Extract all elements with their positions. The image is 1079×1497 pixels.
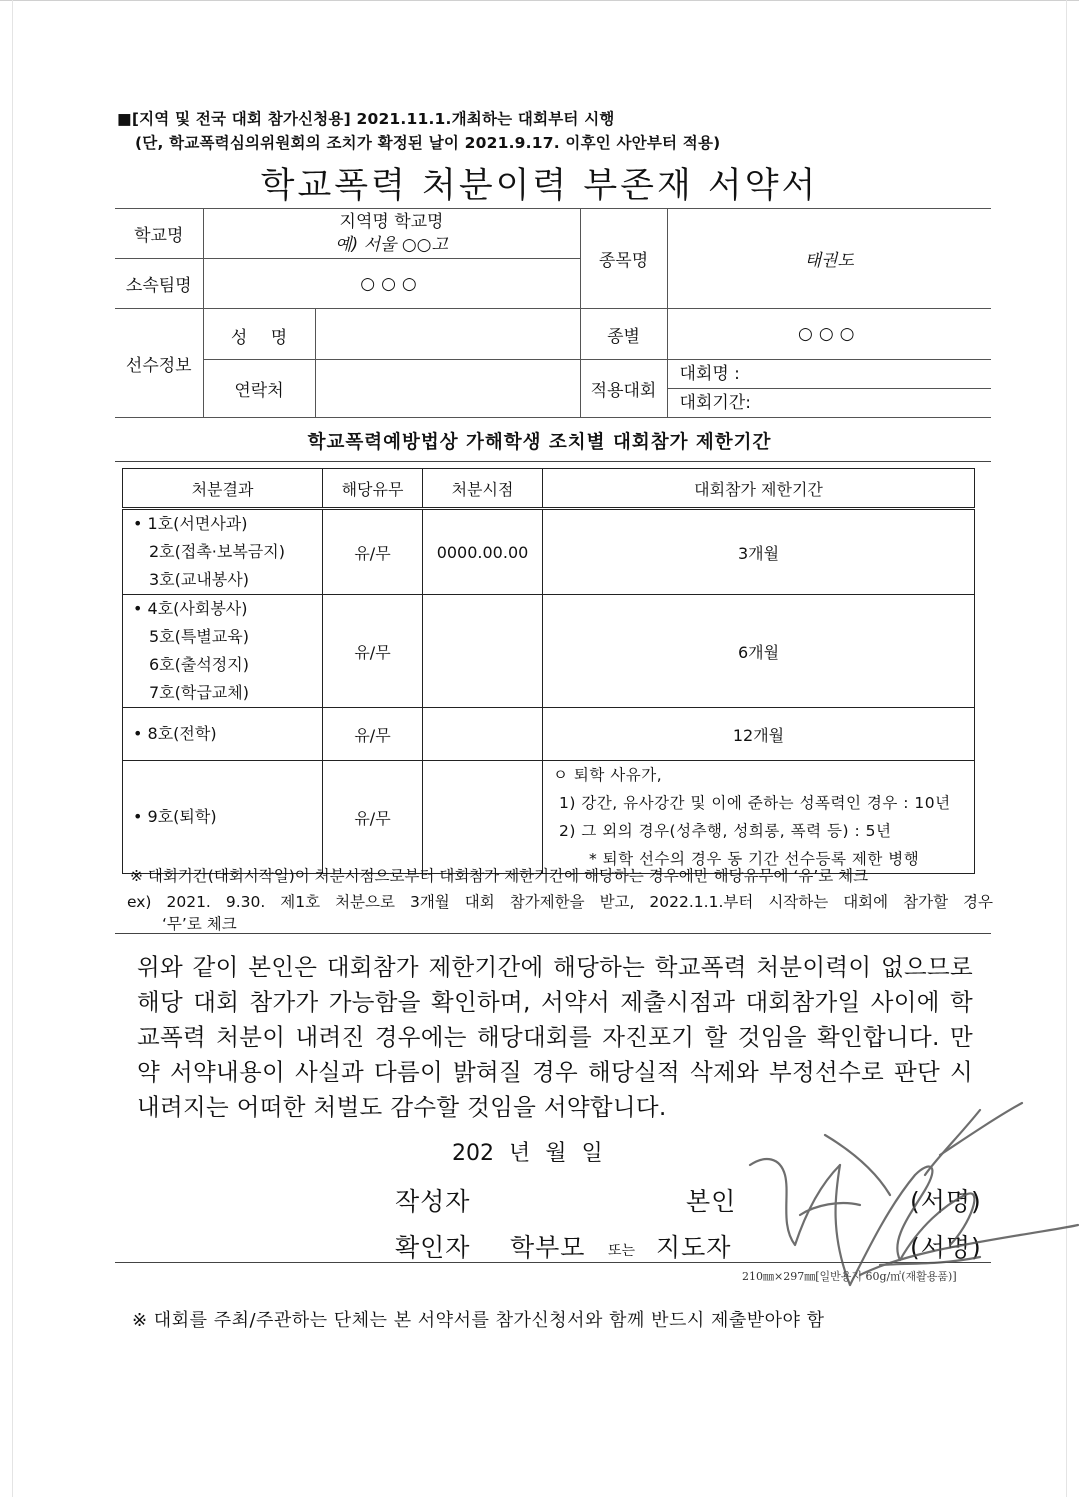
expulsion-reason-2: 2) 그 외의 경우(성추행, 성희롱, 폭력 등) : 5년	[559, 822, 892, 840]
self-label: 본인	[686, 1187, 737, 1216]
disposition-item: 3호(교내봉사)	[149, 570, 249, 589]
disposition-item: 5호(특별교육)	[149, 627, 249, 646]
notes-divider	[115, 933, 991, 934]
applicable-field[interactable]: 유/무	[323, 761, 423, 874]
expulsion-note: * 퇴학 선수의 경우 동 기간 선수등록 제한 병행	[589, 850, 920, 868]
gender-label: 종별	[580, 309, 667, 360]
check-instruction-note: ※ 대회기간(대회시작일)이 처분시점으로부터 대회참가 제한기간에 해당하는 경우에만 해당유무에 ‘유’로 체크	[130, 867, 869, 885]
competition-period-field[interactable]: 대회기간:	[679, 393, 751, 413]
header-restriction-period: 대회참가 제한기간	[543, 469, 975, 509]
player-name-label: 성 명	[203, 309, 315, 360]
table-row	[123, 509, 975, 595]
expulsion-period-cell	[543, 761, 975, 874]
applicable-field[interactable]: 유/무	[323, 708, 423, 761]
gender-value[interactable]: ○○○	[667, 309, 991, 360]
team-name-value[interactable]: ○○○	[203, 259, 580, 309]
disposition-cell	[123, 761, 323, 874]
writer-label: 작성자	[395, 1187, 471, 1216]
contact-field[interactable]	[315, 360, 580, 418]
notice-line-2: (단, 학교폭력심의위원회의 조치가 확정된 날이 2021.9.17. 이후인 사안부터 적용)	[135, 134, 721, 152]
header-disposition-date: 처분시점	[423, 469, 543, 509]
coach-label: 지도자	[656, 1233, 732, 1262]
restriction-period: 6개월	[543, 595, 975, 708]
restriction-subtitle: 학교폭력예방법상 가해학생 조치별 대회참가 제한기간	[307, 432, 772, 453]
school-name-label: 학교명	[115, 209, 203, 259]
disposition-cell	[123, 595, 323, 708]
restriction-period: 12개월	[543, 708, 975, 761]
notice-line-1: ■[지역 및 전국 대회 참가신청용] 2021.11.1.개최하는 대회부터 시행	[117, 110, 615, 128]
confirmer-label: 확인자	[395, 1233, 471, 1262]
disposition-item: 2호(접촉·보복금지)	[149, 542, 285, 561]
expulsion-reason-1: 1) 강간, 유사강간 및 이에 준하는 성폭력인 경우 : 10년	[559, 794, 951, 812]
paper-spec: 210㎜×297㎜[일반용지 60g/㎡(재활용품)]	[742, 1270, 957, 1283]
competition-name-field[interactable]: 대회명 :	[668, 360, 992, 389]
or-label: 또는	[608, 1243, 636, 1259]
disposition-item: • 1호(서면사과)	[133, 514, 248, 533]
disposition-cell	[123, 708, 323, 761]
page-top-edge	[0, 0, 1079, 1]
event-value[interactable]: 태권도	[667, 209, 991, 309]
pledge-date[interactable]: 202 년 월 일	[452, 1141, 603, 1166]
header-applicable: 해당유무	[323, 469, 423, 509]
check-example-note-cont: ‘무’로 체크	[162, 915, 237, 933]
disposition-date-field[interactable]	[423, 761, 543, 874]
disposition-item: • 8호(전학)	[133, 724, 217, 743]
school-name-guide: 지역명 학교명	[339, 211, 444, 232]
disposition-item: 7호(학급교체)	[149, 683, 249, 702]
restriction-period: 3개월	[543, 509, 975, 595]
table-row	[123, 708, 975, 761]
applicable-field[interactable]: 유/무	[323, 509, 423, 595]
confirmer-sign-field[interactable]: (서명)	[910, 1233, 982, 1262]
pledge-text: 위와 같이 본인은 대회참가 제한기간에 해당하는 학교폭력 처분이력이 없으므로 해당 대회 참가가 가능함을 확인하며, 서약서 제출시점과 대회참가일 사이에 학교폭력 처분이 내려진 경우에는 해당대회를 자진포기 할 것임을 확인합니다. 만약 서약내용이 사실과 다름이 밝혀질 경우 해당실적 삭제와 부정선수로 판단 시 내려지는 어떠한 처벌도 감수할 것임을 서약합니다.	[137, 953, 973, 1121]
disposition-cell	[123, 509, 323, 595]
parent-label: 학부모	[510, 1233, 586, 1262]
header-disposition: 처분결과	[123, 469, 323, 509]
school-name-example: 예) 서울 ○○고	[335, 234, 448, 255]
submission-note: ※ 대회를 주최/주관하는 단체는 본 서약서를 참가신청서와 함께 반드시 제출받아야 함	[132, 1310, 825, 1331]
applied-competition-cell	[667, 360, 991, 418]
writer-sign-field[interactable]: (서명)	[910, 1187, 982, 1216]
check-example-note: ex) 2021. 9.30. 제1호 처분으로 3개월 대회 참가제한을 받고, 2022.1.1.부터 시작하는 대회에 참가할 경우	[127, 893, 993, 911]
disposition-item: • 9호(퇴학)	[133, 807, 217, 826]
school-name-field[interactable]	[203, 209, 580, 259]
disposition-date-field[interactable]: 0000.00.00	[423, 509, 543, 595]
subtitle-divider	[115, 461, 991, 462]
disposition-date-field[interactable]	[423, 595, 543, 708]
applied-competition-label: 적용대회	[580, 360, 667, 418]
table-row	[123, 595, 975, 708]
disposition-date-field[interactable]	[423, 708, 543, 761]
applicant-info-table	[115, 208, 991, 418]
disposition-item: 6호(출석정지)	[149, 655, 249, 674]
contact-label: 연락처	[203, 360, 315, 418]
page-left-edge	[12, 0, 13, 1497]
team-name-label: 소속팀명	[115, 259, 203, 309]
player-info-label: 선수정보	[115, 309, 203, 418]
disposition-item: • 4호(사회봉사)	[133, 599, 248, 618]
table-row	[123, 761, 975, 874]
document-title: 학교폭력 처분이력 부존재 서약서	[260, 166, 819, 206]
applicable-field[interactable]: 유/무	[323, 595, 423, 708]
expulsion-reason-heading: ㅇ 퇴학 사유가,	[553, 766, 663, 784]
player-name-field[interactable]	[315, 309, 580, 360]
event-label: 종목명	[580, 209, 667, 309]
restriction-table	[122, 468, 975, 874]
handwritten-signature	[740, 1095, 1079, 1295]
